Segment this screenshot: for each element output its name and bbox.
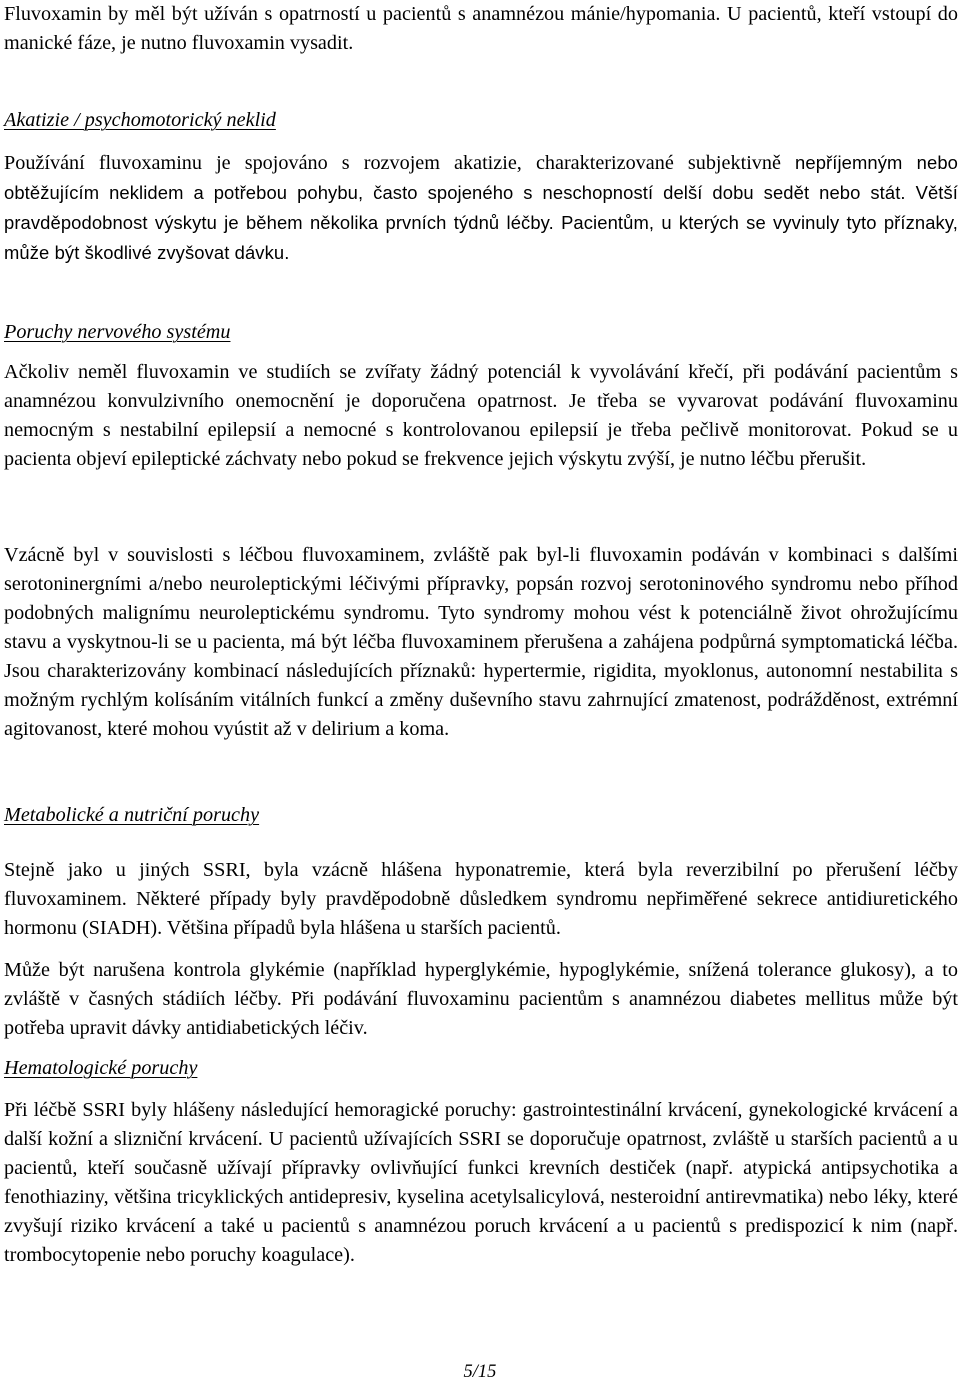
heading-metabolic: Metabolické a nutriční poruchy	[4, 804, 260, 826]
paragraph-akathisia-sans-part: nepříjemným nebo obtěžujícím neklidem a potřebou pohybu, často spojeného s neschopností delší dobu sedět nebo stát. Větší pravděpodobnost výskytu je během několika prvních týdnů léčby. Pacientům, u kterých se vyvinuly tyto příznaky, může být škodlivé zvyšovat dávku.	[4, 152, 958, 263]
paragraph-bleeding: Při léčbě SSRI byly hlášeny následující hemoragické poruchy: gastrointestinální krvácení, gynekologické krvácení a další kožní a slizniční krvácení. U pacientů užívajících SSRI se doporučuje opatrnost, zvláště u starších pacientů a u pacientů, kteří současně užívají přípravky ovlivňující funkci krevních destiček (např. atypická antipsychotika a fenothiaziny, většina tricyklických antidepresiv, kyselina acetylsalicylová, nesteroidní antirevmatika) nebo léky, které zvyšují riziko krvácení a také u pacientů s anamnézou poruch krvácení a u pacientů s predispozicí k nim (např. trombocytopenie nebo poruchy koagulace).	[4, 1099, 958, 1266]
page-number: 5/15	[463, 1362, 497, 1382]
paragraph-akathisia	[4, 148, 958, 268]
heading-nervous-system: Poruchy nervového systému	[4, 321, 231, 343]
paragraph-seizures: Ačkoliv neměl fluvoxamin ve studiích se zvířaty žádný potenciál k vyvolávání křečí, při podávání pacientům s anamnézou konvulzivního onemocnění je doporučena opatrnost. Je třeba se vyvarovat podávání fluvoxaminu nemocným s nestabilní epilepsií a nemocné s kontrolovanou epilepsií je třeba pečlivě monitorovat. Pokud se u pacienta objeví epileptické záchvaty nebo pokud se frekvence jejich výskytu zvýší, je nutno léčbu přerušit.	[4, 361, 958, 470]
paragraph-hyponatremia: Stejně jako u jiných SSRI, byla vzácně hlášena hyponatremie, která byla reverzibilní po přerušení léčby fluvoxaminem. Některé případy byly pravděpodobně důsledkem syndromu nepřiměřené sekrece antidiuretického hormonu (SIADH). Většina případů byla hlášena u starších pacientů.	[4, 859, 958, 939]
heading-hematologic: Hematologické poruchy	[4, 1057, 198, 1079]
heading-akathisia: Akatizie / psychomotorický neklid	[4, 109, 276, 131]
paragraph-akathisia-serif-part: Používání fluvoxaminu je spojováno s rozvojem akatizie, charakterizované subjektivně	[4, 152, 781, 174]
paragraph-mania-warning: Fluvoxamin by měl být užíván s opatrností u pacientů s anamnézou mánie/hypomania. U pacientů, kteří vstoupí do manické fáze, je nutno fluvoxamin vysadit.	[4, 3, 958, 54]
paragraph-glycemia: Může být narušena kontrola glykémie (například hyperglykémie, hypoglykémie, snížená tolerance glukosy), a to zvláště v časných stádiích léčby. Při podávání fluvoxaminu pacientům s anamnézou diabetes mellitus může být potřeba upravit dávky antidiabetických léčiv.	[4, 959, 958, 1039]
paragraph-serotonin-syndrome: Vzácně byl v souvislosti s léčbou fluvoxaminem, zvláště pak byl-li fluvoxamin podáván v kombinaci s dalšími serotoninergními a/nebo neuroleptickými léčivými přípravky, popsán rozvoj serotoninového syndromu nebo příhod podobných malignímu neuroleptickému syndromu. Tyto syndromy mohou vést k potenciálně život ohrožujícímu stavu a vyskytnou-li se u pacienta, má být léčba fluvoxaminem přerušena a zahájena podpůrná symptomatická léčba. Jsou charakterizovány kombinací následujících příznaků: hypertermie, rigidita, myoklonus, autonomní nestabilita s možným rychlým kolísáním vitálních funkcí a změny duševního stavu zahrnující zmatenost, podrážděnost, extrémní agitovanost, které mohou vyústit až v delirium a koma.	[4, 544, 958, 740]
